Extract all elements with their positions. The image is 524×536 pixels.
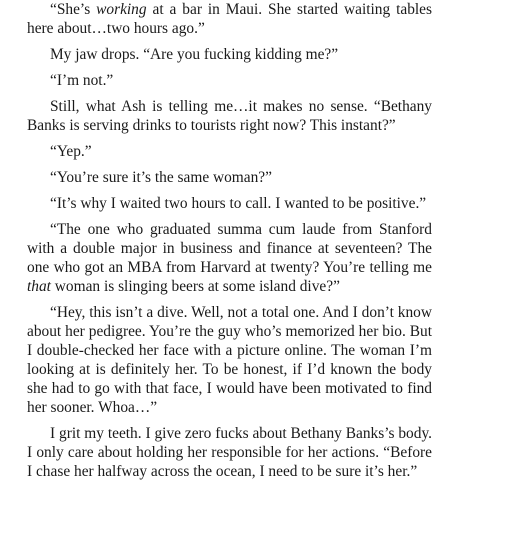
paragraph xyxy=(27,71,432,90)
paragraph xyxy=(27,220,432,296)
paragraph xyxy=(27,303,432,417)
paragraph xyxy=(27,97,432,135)
paragraph xyxy=(27,424,432,481)
paragraph-text: “The one who graduated summa cum laude from Stanford with a double major in business and finance at seventeen? The one who got an MBA from Harvard at twenty? You’re telling me xyxy=(27,221,432,276)
paragraph-text: “I’m not.” xyxy=(50,72,114,89)
paragraph-text: “Hey, this isn’t a dive. Well, not a total one. And I don’t know about her pedigree. You’re the guy who’s memorized her bio. But I double-checked her face with a picture online. The woman I’m looking at is definitely her. To be honest, if I’d known the body she had to go with that face, I would have been motivated to find her sooner. Whoa…” xyxy=(27,304,432,416)
paragraph xyxy=(27,194,432,213)
paragraph-text: “She’s xyxy=(50,1,97,18)
paragraph-text: woman is slinging beers at some island dive?” xyxy=(50,278,340,295)
paragraph-text: “You’re sure it’s the same woman?” xyxy=(50,169,272,186)
paragraph-emphasis: working xyxy=(96,1,147,18)
paragraph-text: “Yep.” xyxy=(50,143,92,160)
paragraph-emphasis: that xyxy=(27,278,51,295)
paragraph-text: I grit my teeth. I give zero fucks about Bethany Banks’s body. I only care about holding her responsible for her actions. “Before I chase her halfway across the ocean, I need to be sure it’s her.” xyxy=(27,425,432,480)
paragraph xyxy=(27,0,432,38)
paragraph xyxy=(27,45,432,64)
paragraph xyxy=(27,142,432,161)
book-page-text xyxy=(27,0,432,488)
paragraph-text: My jaw drops. “Are you fucking kidding me?” xyxy=(50,46,339,63)
paragraph-text: Still, what Ash is telling me…it makes no sense. “Bethany Banks is serving drinks to tourists right now? This instant?” xyxy=(27,98,432,134)
paragraph-text: at a bar in Maui. She started waiting tables here about…two hours ago.” xyxy=(27,1,433,37)
paragraph xyxy=(27,168,432,187)
paragraph-text: “It’s why I waited two hours to call. I wanted to be positive.” xyxy=(50,195,427,212)
